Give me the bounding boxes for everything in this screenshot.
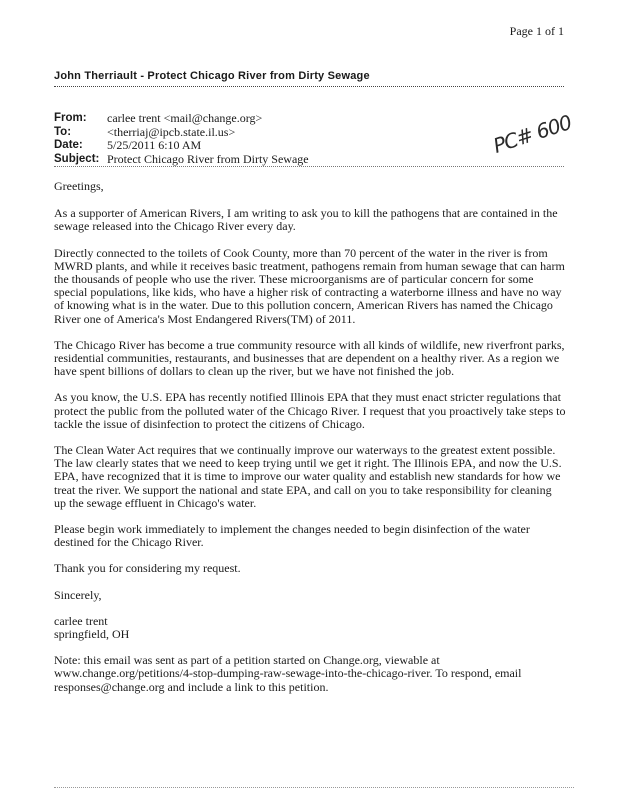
body-paragraph: As you know, the U.S. EPA has recently notified Illinois EPA that they must enact stricter regulations that protect the public from the polluted water of the Chicago River. I request that you proactively take steps to tackle the issue of disinfection to protect the citizens of Chicago. <box>54 390 566 431</box>
header-label: Date: <box>54 139 83 151</box>
email-body <box>54 180 566 707</box>
greeting: Greetings, <box>54 179 104 193</box>
header-label: To: <box>54 125 72 138</box>
header-divider <box>54 166 564 167</box>
signature-name: carlee trent <box>54 613 108 628</box>
header-value: Protect Chicago River from Dirty Sewage <box>107 151 309 166</box>
email-title: John Therriault - Protect Chicago River from Dirty Sewage <box>54 70 370 82</box>
body-paragraph: The Clean Water Act requires that we continually improve our waterways to the greatest extent possible. The law clearly states that we need to keep trying until we get it right. The Illinois EPA, and now the U.S. EPA, have recognized that it is time to improve our water quality and establish new standards for how we treat the river. We support the national and state EPA, and call on you to take responsibility for cleaning up the sewage effluent in Chicago's water. <box>54 443 562 510</box>
header-value: carlee trent <mail@change.org> <box>107 111 263 125</box>
header-subject <box>54 153 309 167</box>
petition-note: Note: this email was sent as part of a petition started on Change.org, viewable at www.change.org/petitions/4-stop-dumping-raw-sewage-into-the-chicago-river. To respond, email responses@change.org and include a link to this petition. <box>54 653 522 694</box>
page-number: Page 1 of 1 <box>509 24 564 38</box>
body-paragraph: As a supporter of American Rivers, I am writing to ask you to kill the pathogens that are contained in the sewage released into the Chicago River every day. <box>54 206 558 234</box>
header-label: From: <box>54 112 87 124</box>
footer-scan-line <box>54 787 574 792</box>
body-paragraph: Please begin work immediately to implement the changes needed to begin disinfection of the water destined for the Chicago River. <box>54 522 530 550</box>
header-value: <therriaj@ipcb.state.il.us> <box>107 124 236 139</box>
closing: Sincerely, <box>54 587 102 602</box>
body-paragraph: Directly connected to the toilets of Cook County, more than 70 percent of the water in the river is from MWRD plants, and while it receives basic treatment, pathogens remain from human sewage that can harm the thousands of people who use the river. These microorganisms are of particular concern for some special populations, like kids, who have a higher risk of contracting a waterborne illness and have no way of knowing what is in the water. Due to this pollution concern, American Rivers has named the Chicago River one of America's Most Endangered Rivers(TM) of 2011. <box>54 245 565 326</box>
signature-location: springfield, OH <box>54 627 130 642</box>
header-value: 5/25/2011 6:10 AM <box>107 138 202 152</box>
title-divider <box>54 86 564 87</box>
header-date <box>54 139 309 153</box>
handwritten-stamp: PC# 600 <box>490 110 575 158</box>
header-from <box>54 112 309 126</box>
body-paragraph: The Chicago River has become a true community resource with all kinds of wildlife, new riverfront parks, residential communities, restaurants, and businesses that are dependent on a healthy river. As a region we have spent billions of dollars to clean up the river, but we have not finished the job. <box>54 337 565 379</box>
signature <box>54 615 566 641</box>
header-to <box>54 126 309 140</box>
body-paragraph: Thank you for considering my request. <box>54 561 241 576</box>
header-label: Subject: <box>54 152 100 165</box>
email-headers <box>54 112 309 166</box>
